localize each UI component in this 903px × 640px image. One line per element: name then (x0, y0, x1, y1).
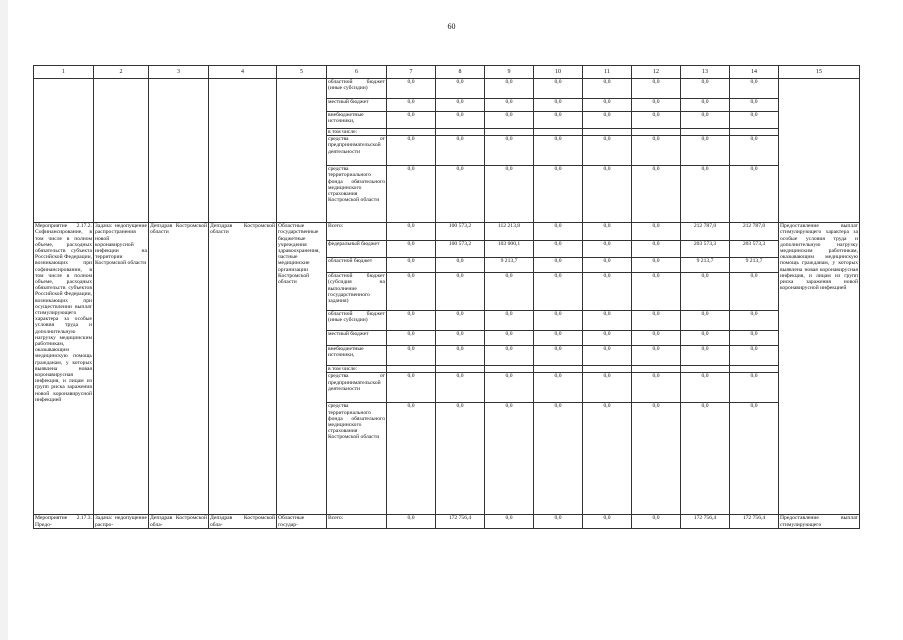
value-cell: 0,0 (730, 403, 779, 515)
value-cell: 0,0 (632, 166, 681, 223)
coexecutor-cell: Депздрав Костромской обла- (210, 515, 275, 528)
value-cell: 0,0 (681, 403, 730, 515)
value-cell: 0,0 (436, 273, 485, 311)
value-cell (632, 129, 681, 136)
value-cell: 0,0 (387, 403, 436, 515)
value-cell: 0,0 (632, 79, 681, 99)
value-cell (681, 366, 730, 373)
funding-source-cell: Всего: (327, 223, 387, 241)
header-cell: 3 (149, 66, 209, 79)
value-cell (681, 129, 730, 136)
funding-source-cell: средства от предпринимательской деятельности (327, 373, 387, 403)
funding-source-cell: внебюджетные источники, (327, 346, 387, 366)
value-cell: 0,0 (485, 331, 534, 346)
header-cell: 7 (387, 66, 436, 79)
coexecutor-cell: Депздрав Костромской области (209, 223, 277, 515)
funding-source-cell: средства от предпринимательской деятельности (327, 136, 387, 166)
value-cell: 0,0 (730, 346, 779, 366)
value-cell: 0,0 (583, 273, 632, 311)
funding-source-cell: внебюджетные источники, (327, 112, 387, 129)
value-cell: 0,0 (534, 373, 583, 403)
value-cell: 0,0 (583, 515, 632, 529)
value-cell: 0,0 (583, 373, 632, 403)
table-row (34, 223, 860, 241)
value-cell: 112 213,8 (485, 223, 534, 241)
result-cell: Предоставление выплат стимулирующего характера за особые условия труда и дополнительную нагрузку медицинским работникам, оказывающим медицинскую помощь гражданам, у которых выявлена новая коронавирусная инфекция, и лицам из групп риска заражения новой коронавирусной инфекцией (779, 223, 860, 515)
value-cell (730, 366, 779, 373)
value-cell: 0,0 (534, 79, 583, 99)
funding-source-cell: средства территориального фонда обязательного медицинского страхования Костромской области (327, 403, 387, 515)
header-cell: 10 (534, 66, 583, 79)
scan-edge (0, 0, 8, 640)
value-cell: 0,0 (681, 273, 730, 311)
value-cell: 0,0 (583, 258, 632, 273)
value-cell: 212 787,0 (730, 223, 779, 241)
value-cell (583, 366, 632, 373)
value-cell (632, 366, 681, 373)
value-cell: 0,0 (730, 331, 779, 346)
header-cell: 4 (209, 66, 277, 79)
measure-cell: Мероприятие 2.17.2. Софинансирование, в том числе в полном объеме, расходных обязательств субъекта Российской Федерации, возникающих при софинансировании, в том числе в полном объеме, расходных обязательств субъектов Российской Федерации, возникающих при осуществлении выплат стимулирующего характера за особые условия труда и дополнительную нагрузку медицинским работникам, оказывающим медицинскую помощь гражданам, у которых выявлена новая коронавирусная инфекция, и лицам из групп риска заражения новой коронавирусной инфекцией (34, 223, 94, 515)
value-cell (583, 129, 632, 136)
header-cell: 12 (632, 66, 681, 79)
value-cell: 103 000,1 (485, 241, 534, 258)
value-cell: 0,0 (485, 346, 534, 366)
funding-source-cell: средства территориального фонда обязательного медицинского страхования Костромской области (327, 166, 387, 223)
value-cell: 0,0 (485, 273, 534, 311)
value-cell: 0,0 (730, 166, 779, 223)
value-cell: 0,0 (485, 373, 534, 403)
value-cell: 9 213,7 (485, 258, 534, 273)
value-cell: 0,0 (730, 311, 779, 331)
value-cell: 0,0 (436, 373, 485, 403)
value-cell: 0,0 (681, 99, 730, 112)
value-cell: 0,0 (534, 136, 583, 166)
value-cell: 0,0 (730, 273, 779, 311)
value-cell: 0,0 (436, 403, 485, 515)
header-cell: 11 (583, 66, 632, 79)
value-cell: 172 756,4 (436, 515, 485, 529)
value-cell: 212 787,0 (681, 223, 730, 241)
value-cell: 100 573,2 (436, 223, 485, 241)
value-cell: 0,0 (534, 515, 583, 529)
value-cell: 0,0 (632, 136, 681, 166)
value-cell: 0,0 (534, 258, 583, 273)
value-cell: 0,0 (583, 331, 632, 346)
header-cell: 14 (730, 66, 779, 79)
table-row (34, 79, 860, 99)
value-cell: 0,0 (534, 273, 583, 311)
value-cell: 0,0 (436, 311, 485, 331)
value-cell (436, 129, 485, 136)
funding-source-cell: в том числе: (327, 366, 387, 373)
value-cell (730, 129, 779, 136)
funding-source-cell: федеральный бюджет (327, 241, 387, 258)
value-cell: 0,0 (436, 136, 485, 166)
value-cell: 0,0 (534, 331, 583, 346)
value-cell: 0,0 (387, 223, 436, 241)
header-cell: 13 (681, 66, 730, 79)
value-cell: 0,0 (632, 373, 681, 403)
value-cell: 0,0 (583, 166, 632, 223)
header-cell: 6 (327, 66, 387, 79)
value-cell: 0,0 (583, 112, 632, 129)
continued-cell (34, 79, 94, 223)
value-cell: 0,0 (387, 331, 436, 346)
value-cell: 0,0 (681, 166, 730, 223)
funding-source-cell: областной бюджет (субсидия на выполнение государственного задания) (327, 273, 387, 311)
value-cell: 172 756,4 (730, 515, 779, 529)
value-cell: 0,0 (485, 403, 534, 515)
header-cell: 1 (34, 66, 94, 79)
value-cell: 0,0 (485, 112, 534, 129)
value-cell: 0,0 (534, 223, 583, 241)
value-cell: 0,0 (387, 515, 436, 529)
funding-source-cell: Всего: (327, 515, 387, 529)
value-cell: 0,0 (534, 112, 583, 129)
value-cell: 0,0 (387, 258, 436, 273)
continued-cell (94, 79, 149, 223)
value-cell: 0,0 (632, 258, 681, 273)
value-cell: 0,0 (436, 112, 485, 129)
value-cell: 0,0 (436, 99, 485, 112)
header-cell: 8 (436, 66, 485, 79)
value-cell: 0,0 (632, 515, 681, 529)
value-cell: 203 573,3 (730, 241, 779, 258)
participants-cell: Областные государ- (277, 515, 327, 529)
value-cell: 0,0 (485, 311, 534, 331)
task-cell: Задача: недопущение распро- (95, 515, 147, 528)
result-cell (779, 79, 860, 223)
value-cell: 0,0 (387, 79, 436, 99)
value-cell: 0,0 (485, 99, 534, 112)
value-cell: 0,0 (387, 241, 436, 258)
value-cell: 0,0 (681, 346, 730, 366)
value-cell: 0,0 (730, 99, 779, 112)
page-number: 60 (447, 22, 456, 31)
value-cell: 0,0 (681, 331, 730, 346)
value-cell: 0,0 (387, 346, 436, 366)
value-cell: 0,0 (387, 273, 436, 311)
value-cell (387, 366, 436, 373)
value-cell: 0,0 (436, 166, 485, 223)
measure-cell: Мероприятие 2.17.3. Предо- (35, 515, 92, 528)
value-cell (387, 129, 436, 136)
funding-source-cell: областной бюджет (иные субсидии) (327, 79, 387, 99)
value-cell: 0,0 (387, 99, 436, 112)
value-cell (436, 366, 485, 373)
value-cell (485, 366, 534, 373)
value-cell: 0,0 (681, 79, 730, 99)
value-cell: 203 573,3 (681, 241, 730, 258)
value-cell: 0,0 (632, 99, 681, 112)
executor-cell: Депздрав Костромской области (149, 223, 209, 515)
value-cell: 0,0 (534, 241, 583, 258)
value-cell: 0,0 (730, 79, 779, 99)
header-cell: 15 (779, 66, 860, 79)
value-cell: 0,0 (583, 99, 632, 112)
funding-source-cell: местный бюджет (327, 99, 387, 112)
value-cell: 9 213,7 (681, 258, 730, 273)
value-cell (534, 129, 583, 136)
value-cell: 0,0 (583, 311, 632, 331)
value-cell: 0,0 (632, 273, 681, 311)
table-row (34, 515, 860, 529)
value-cell: 0,0 (632, 112, 681, 129)
value-cell: 0,0 (387, 112, 436, 129)
value-cell: 0,0 (485, 79, 534, 99)
value-cell: 0,0 (681, 112, 730, 129)
value-cell: 0,0 (436, 79, 485, 99)
executor-cell: Депздрав Костромской обла- (150, 515, 207, 528)
value-cell: 0,0 (387, 136, 436, 166)
value-cell: 0,0 (632, 403, 681, 515)
value-cell: 0,0 (583, 346, 632, 366)
value-cell: 0,0 (485, 515, 534, 529)
value-cell (485, 129, 534, 136)
value-cell (534, 366, 583, 373)
funding-source-cell: областной бюджет (327, 258, 387, 273)
value-cell: 0,0 (387, 166, 436, 223)
continued-cell (149, 79, 209, 223)
value-cell: 0,0 (730, 112, 779, 129)
value-cell: 0,0 (583, 223, 632, 241)
value-cell: 0,0 (583, 241, 632, 258)
value-cell: 0,0 (534, 346, 583, 366)
value-cell: 0,0 (436, 258, 485, 273)
value-cell: 0,0 (485, 166, 534, 223)
value-cell: 0,0 (387, 311, 436, 331)
value-cell: 0,0 (534, 166, 583, 223)
value-cell: 0,0 (387, 373, 436, 403)
value-cell: 0,0 (681, 373, 730, 403)
funding-source-cell: областной бюджет (иные субсидии) (327, 311, 387, 331)
header-cell: 2 (94, 66, 149, 79)
value-cell: 0,0 (681, 136, 730, 166)
header-cell: 9 (485, 66, 534, 79)
task-cell: Задача: недопущение распространения новой коронавирусной инфекции на территории Костромской области (94, 223, 149, 515)
continued-cell (277, 79, 327, 223)
funding-source-cell: в том числе: (327, 129, 387, 136)
value-cell: 0,0 (583, 136, 632, 166)
header-row (34, 66, 860, 79)
value-cell: 0,0 (632, 346, 681, 366)
value-cell: 0,0 (485, 136, 534, 166)
budget-table (33, 65, 860, 529)
value-cell: 0,0 (436, 346, 485, 366)
value-cell: 0,0 (534, 311, 583, 331)
value-cell: 0,0 (436, 331, 485, 346)
funding-source-cell: местный бюджет (327, 331, 387, 346)
value-cell: 0,0 (730, 373, 779, 403)
value-cell: 0,0 (632, 223, 681, 241)
value-cell: 0,0 (632, 241, 681, 258)
value-cell: 0,0 (632, 331, 681, 346)
value-cell: 9 213,7 (730, 258, 779, 273)
value-cell: 0,0 (534, 403, 583, 515)
value-cell: 0,0 (632, 311, 681, 331)
value-cell: 0,0 (681, 311, 730, 331)
participants-cell: Областные государственные бюджетные учреждения здравоохранения, частные медицинские организации Костромской области (277, 223, 327, 515)
header-cell: 5 (277, 66, 327, 79)
value-cell: 0,0 (583, 79, 632, 99)
value-cell: 0,0 (534, 99, 583, 112)
value-cell: 0,0 (583, 403, 632, 515)
result-cell: Предоставление выплат стимулирующего (780, 515, 858, 528)
value-cell: 0,0 (730, 136, 779, 166)
value-cell: 100 573,2 (436, 241, 485, 258)
value-cell: 172 756,4 (681, 515, 730, 529)
continued-cell (209, 79, 277, 223)
